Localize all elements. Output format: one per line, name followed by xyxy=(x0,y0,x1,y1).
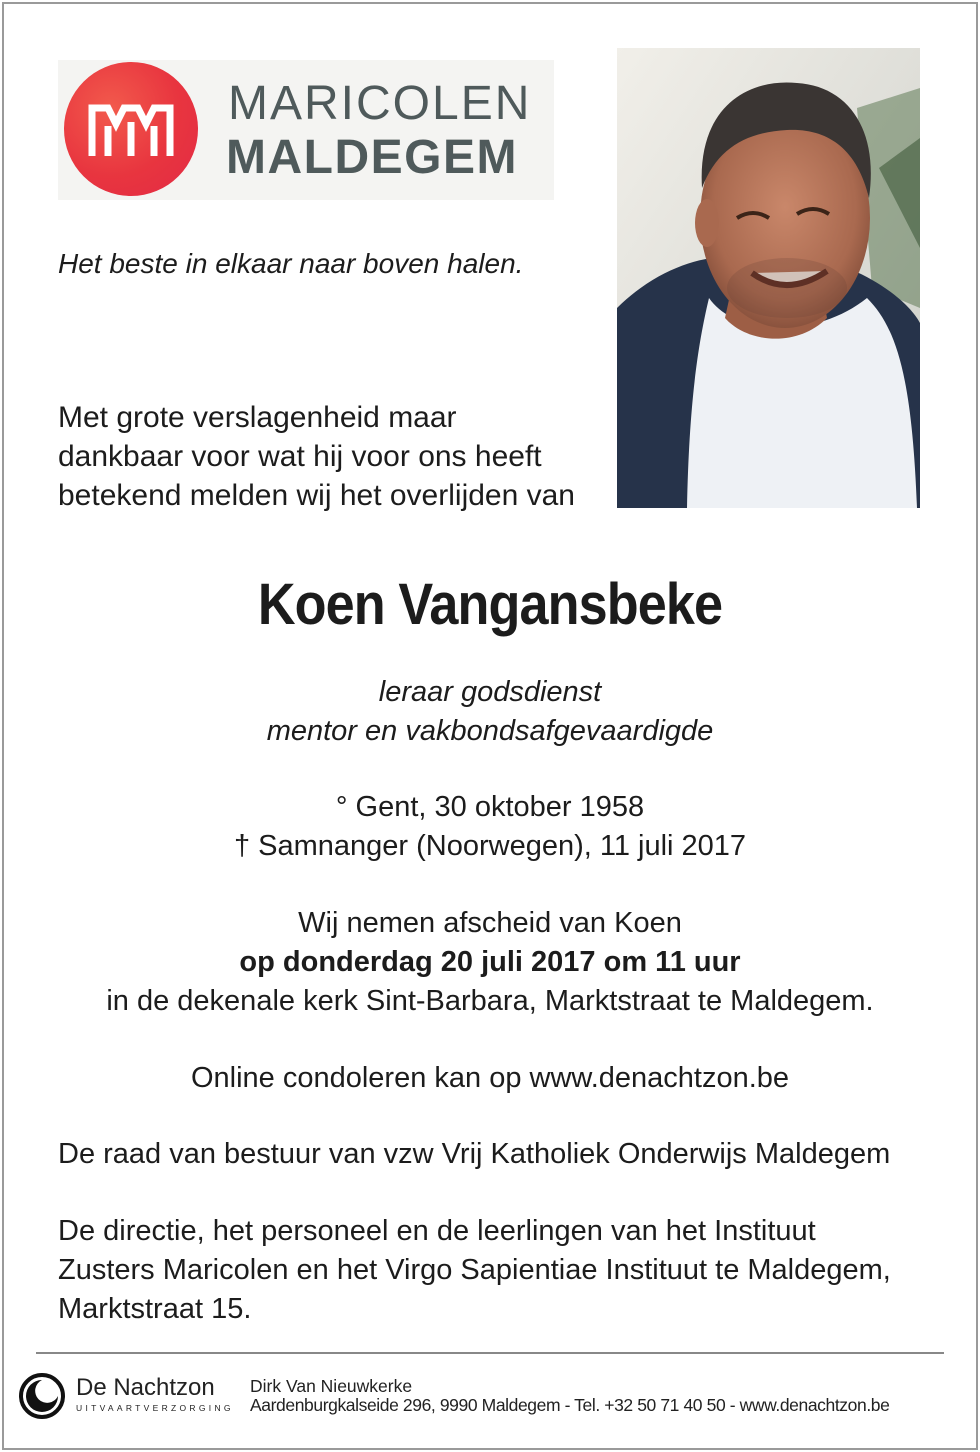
deceased-name: Koen Vangansbeke xyxy=(257,572,723,637)
logo-line-1: MARICOLEN xyxy=(228,77,532,130)
footer-brand-sub: UITVAARTVERZORGING xyxy=(76,1403,234,1413)
ceremony-date: op donderdag 20 juli 2017 om 11 uur xyxy=(239,946,741,978)
role-line: leraar godsdienst xyxy=(378,676,602,708)
ceremony-line-1: Wij nemen afscheid van Koen xyxy=(298,907,682,939)
birth-line: ° Gent, 30 oktober 1958 xyxy=(335,791,645,823)
staff-line: Marktstraat 15. xyxy=(58,1293,252,1325)
board-line: De raad van bestuur van vzw Vrij Katholiek Onderwijs Maldegem xyxy=(58,1138,891,1170)
logo-line-2: MALDEGEM xyxy=(226,131,518,184)
staff-line: De directie, het personeel en de leerlingen van het Instituut xyxy=(58,1215,816,1247)
intro-line: betekend melden wij het overlijden van xyxy=(58,479,575,512)
tagline: Het beste in elkaar naar boven halen. xyxy=(58,248,524,279)
staff-line: Zusters Maricolen en het Virgo Sapientiae Instituut te Maldegem, xyxy=(58,1254,891,1286)
ceremony-location: in de dekenale kerk Sint-Barbara, Marktstraat te Maldegem. xyxy=(106,985,874,1017)
maricolen-logo-icon xyxy=(64,62,198,196)
intro-line: Met grote verslagenheid maar xyxy=(58,401,457,434)
footer-contact-details: Aardenburgkalseide 296, 9990 Maldegem - Tel. +32 50 71 40 50 - www.denachtzon.be xyxy=(250,1395,890,1415)
nachtzon-logo-icon xyxy=(18,1372,66,1425)
intro-line: dankbaar voor wat hij voor ons heeft xyxy=(58,440,542,473)
footer-contact-name: Dirk Van Nieuwkerke xyxy=(250,1376,413,1396)
online-condolence: Online condoleren kan op www.denachtzon.be xyxy=(190,1062,790,1094)
footer-brand: De Nachtzon xyxy=(76,1374,215,1401)
role-line: mentor en vakbondsafgevaardigde xyxy=(266,715,714,747)
portrait-photo xyxy=(617,48,920,508)
death-line: † Samnanger (Noorwegen), 11 juli 2017 xyxy=(233,830,747,862)
staff-text xyxy=(58,1212,938,1329)
footer-divider xyxy=(36,1352,944,1354)
intro-text xyxy=(58,398,618,515)
